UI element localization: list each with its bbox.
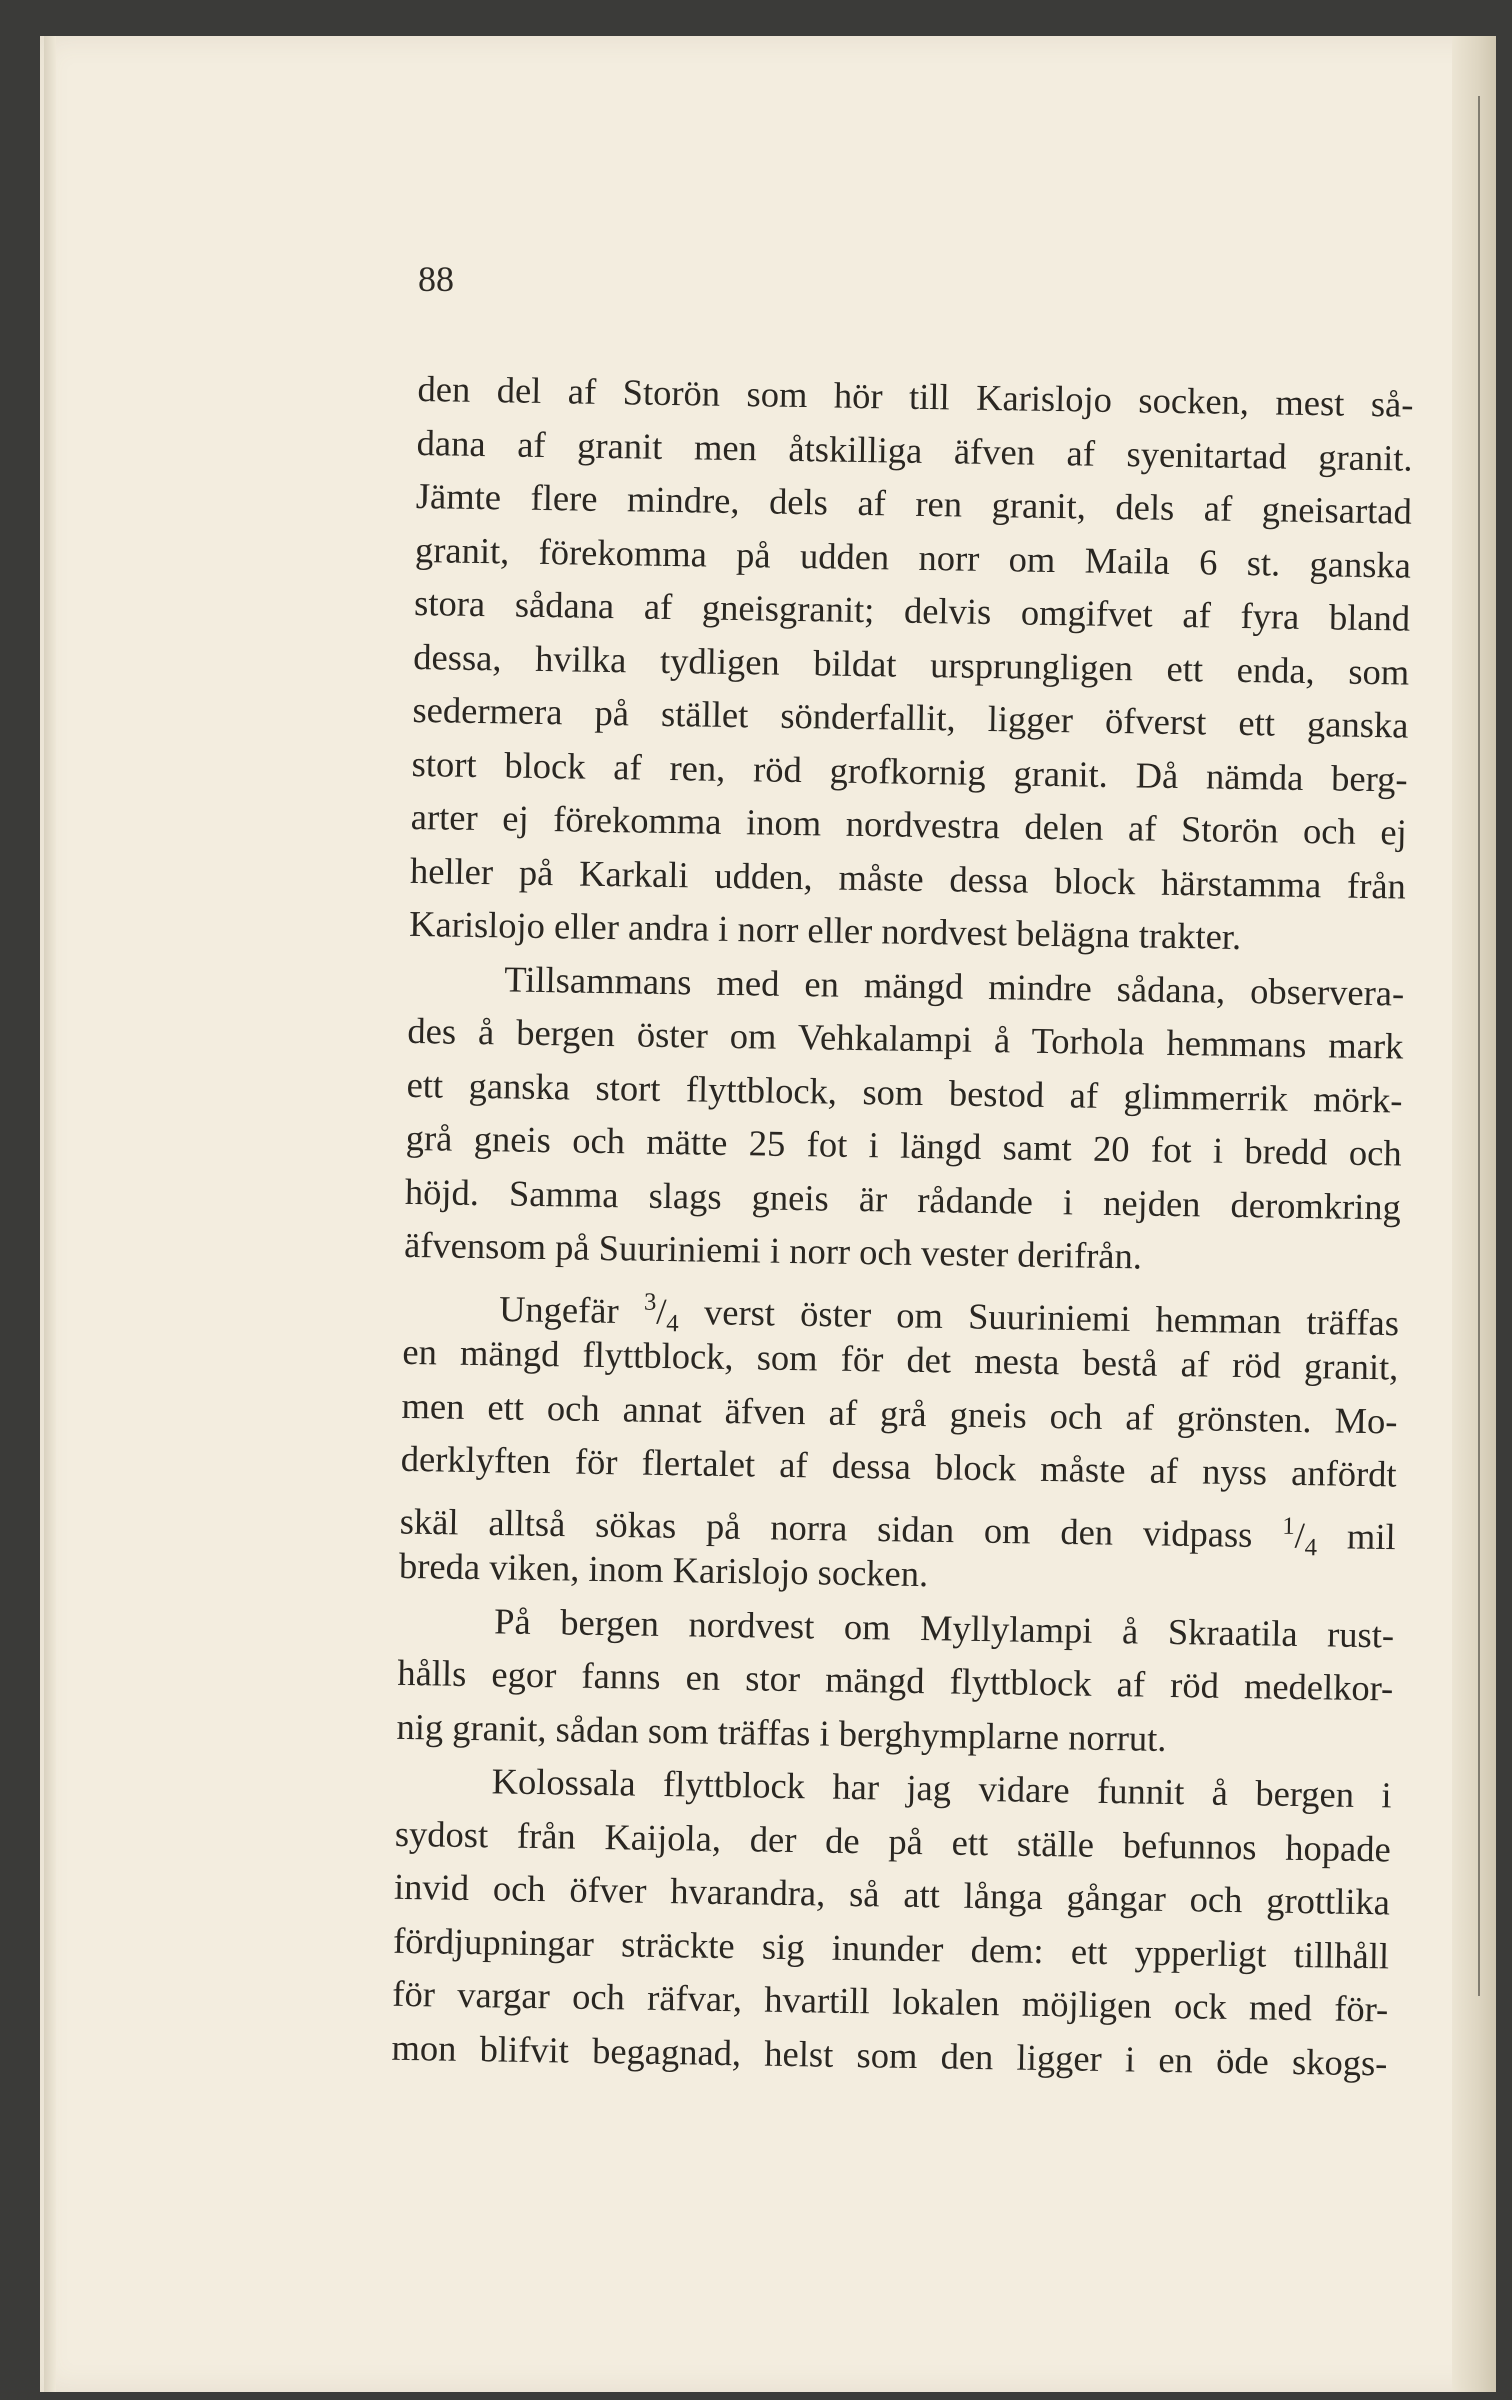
fraction-denominator: 4 [666,1309,679,1337]
text-line: granit, förekomma på udden norr om Maila 6 st. ganska [414,528,1412,586]
page-right-edge [1452,36,1496,2392]
text-line: sydost från Kaijola, der de på ett ställe befunnos hopade [394,1812,1392,1869]
text-line: dessa, hvilka tydligen bildat ursprungligen ett enda, som [413,635,1410,693]
text-line: stort block af ren, röd grofkornig granit. Då nämda berg- [411,742,1408,800]
text-line: derklyften för flertalet af dessa block måste af nyss anfördt [400,1437,1397,1495]
text-fragment: skäl alltså sökas på norra sidan om den vidpass [399,1500,1283,1555]
text-line: dana af granit men åtskilliga äfven af syenitartad granit. [416,421,1413,479]
body-text [391,362,1414,2089]
page-left-edge [44,36,56,2392]
text-line: äfvensom på Suuriniemi i norr och vester derifrån. [403,1223,1143,1277]
text-line: På bergen nordvest om Myllylampi å Skraatila rust- [493,1599,1395,1655]
text-line: Jämte flere mindre, dels af ren granit, dels af gneisartad [415,474,1413,532]
text-line: höjd. Samma slags gneis är rådande i nejden deromkring [404,1170,1402,1228]
text-line: mon blifvit begagnad, helst som den ligger i en öde skogs- [391,2026,1388,2083]
text-line: stora sådana af gneisgranit; delvis omgifvet af fyra bland [413,581,1411,639]
text-line: ett ganska stort flyttblock, som bestod af glimmerrik mörk- [406,1063,1403,1121]
text-line: fördjupningar sträckte sig inunder dem: ett ypperligt tillhåll [392,1919,1390,1976]
text-line: Tillsammans med en mängd mindre sådana, observera- [504,957,1405,1014]
fraction-slash: / [655,1290,667,1332]
fraction-numerator: 3 [643,1288,657,1316]
text-fragment: Ungefär [498,1287,645,1331]
text-line: breda viken, inom Karislojo socken. [398,1544,929,1595]
text-line: nig granit, sådan som träffas i berghymplarne norrut. [396,1705,1167,1759]
text-line: grå gneis och mätte 25 fot i längd samt 20 fot i bredd och [405,1116,1403,1174]
book-page [40,36,1496,2392]
text-line: Kolossala flyttblock har jag vidare funnit å bergen i [491,1760,1392,1816]
text-line: invid och öfver hvarandra, så att långa gångar och grottlika [393,1865,1391,1923]
text-line: sedermera på stället sönderfallit, ligger öfverst ett ganska [412,688,1409,746]
text-fragment: mil [1316,1514,1396,1557]
text-line: hålls egor fanns en stor mängd flyttblock af röd medelkor- [397,1651,1394,1709]
text-line: den del af Storön som hör till Karislojo socken, mest så- [417,367,1414,425]
text-fragment: verst öster om Suuriniemi hemman träffas [678,1290,1400,1343]
text-line: heller på Karkali udden, måste dessa block härstamma från [409,849,1407,907]
text-line: des å bergen öster om Vehkalampi å Torhola hemmans mark [407,1009,1404,1067]
fraction-denominator: 4 [1304,1533,1318,1561]
text-line: arter ej förekomma inom nordvestra delen af Storön och ej [410,795,1408,853]
fraction-slash: / [1294,1514,1306,1556]
text-line: för vargar och räfvar, hvartill lokalen möjligen ock med för- [392,1972,1389,2030]
binding-line [1478,96,1480,1996]
fraction-numerator: 1 [1282,1512,1295,1540]
page-number: 88 [418,259,454,299]
text-line: en mängd flyttblock, som för det mesta bestå af röd granit, [402,1330,1399,1388]
text-line: Karislojo eller andra i norr eller nordvest belägna trakter. [408,902,1242,957]
text-line: men ett och annat äfven af grå gneis och af grönsten. Mo- [401,1384,1398,1442]
